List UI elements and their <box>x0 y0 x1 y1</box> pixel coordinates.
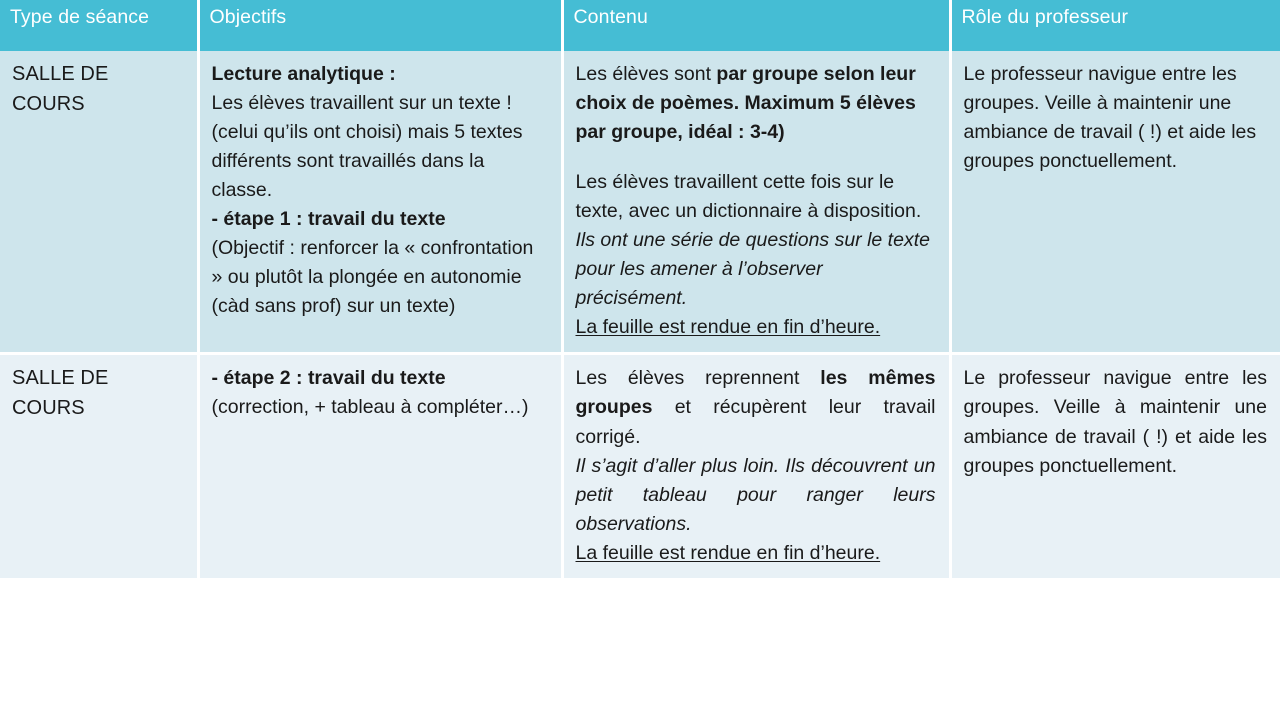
session-type-value: SALLE DE COURS <box>12 367 115 420</box>
objectifs-title-text: Lecture analytique : <box>211 63 396 85</box>
contenu-paragraph-3 <box>576 539 936 568</box>
cell-role-du-professeur <box>950 51 1280 354</box>
role-text: Le professeur navigue entre les groupes. Veille à maintenir une ambiance de travail ( !) et aide les groupes ponctuellement. <box>963 367 1267 477</box>
column-header-type-de-seance: Type de séance <box>0 0 198 51</box>
cell-contenu <box>562 354 950 578</box>
column-header-objectifs: Objectifs <box>198 0 562 51</box>
contenu-paragraph-1 <box>576 60 936 147</box>
objectifs-step-heading <box>212 364 548 393</box>
contenu-p1-plain-b: et récupèrent leur travail corrigé. <box>575 396 941 448</box>
paragraph-spacer <box>576 147 936 168</box>
table-body <box>0 51 1280 578</box>
cell-type-de-seance <box>0 354 198 578</box>
cell-type-de-seance <box>0 51 198 354</box>
contenu-p2-plain: Les élèves travaillent cette fois sur le texte, avec un dictionnaire à disposition. <box>575 171 927 223</box>
objectifs-step-heading <box>212 205 548 234</box>
role-text: Le professeur navigue entre les groupes. Veille à maintenir une ambiance de travail ( !) et aide les groupes ponctuellement. <box>963 63 1257 173</box>
contenu-paragraph-3 <box>576 313 936 342</box>
cell-contenu <box>562 51 950 354</box>
objectifs-step-detail: (correction, + tableau à compléter…) <box>211 396 529 419</box>
contenu-p2-italic: Il s’agit d’aller plus loin. Ils découvrent un petit tableau pour ranger leurs observations. <box>575 454 941 535</box>
contenu-paragraph-2 <box>575 452 941 539</box>
table-row <box>0 354 1280 578</box>
cell-role-du-professeur <box>950 354 1280 578</box>
contenu-p2-italic: Ils ont une série de questions sur le texte pour les amener à l’observer précisément. <box>575 229 936 310</box>
objectifs-step-heading-text: - étape 1 : travail du texte <box>211 208 446 231</box>
contenu-p1-bold: par groupe selon leur choix de poèmes. Maximum 5 élèves par groupe, idéal : 3-4) <box>575 63 922 144</box>
contenu-paragraph-1 <box>575 364 941 451</box>
objectifs-body: Les élèves travaillent sur un texte ! (celui qu’ils ont choisi) mais 5 textes différents sont travaillés dans la classe. <box>211 92 523 202</box>
table-row <box>0 51 1280 354</box>
contenu-p3-underline: La feuille est rendue en fin d’heure. <box>575 316 881 339</box>
objectifs-title <box>212 60 548 89</box>
objectifs-step-detail: (Objectif : renforcer la « confrontation » ou plutôt la plongée en autonomie (càd sans prof) sur un texte) <box>211 237 534 318</box>
contenu-p1-plain: Les élèves sont <box>575 63 717 85</box>
cell-objectifs <box>198 51 562 354</box>
contenu-p3-underline: La feuille est rendue en fin d’heure. <box>575 541 881 564</box>
contenu-p1-bold: les mêmes groupes <box>575 367 941 419</box>
cell-objectifs <box>198 354 562 578</box>
objectifs-step-heading-text: - étape 2 : travail du texte <box>211 367 446 390</box>
table-header <box>0 0 1280 51</box>
column-header-role-du-professeur: Rôle du professeur <box>950 0 1280 51</box>
contenu-paragraph-2 <box>576 168 936 313</box>
column-header-contenu: Contenu <box>562 0 950 51</box>
contenu-p1-plain-a: Les élèves reprennent <box>575 367 821 390</box>
table-header-row <box>0 0 1280 51</box>
session-type-value: SALLE DE COURS <box>12 63 115 115</box>
